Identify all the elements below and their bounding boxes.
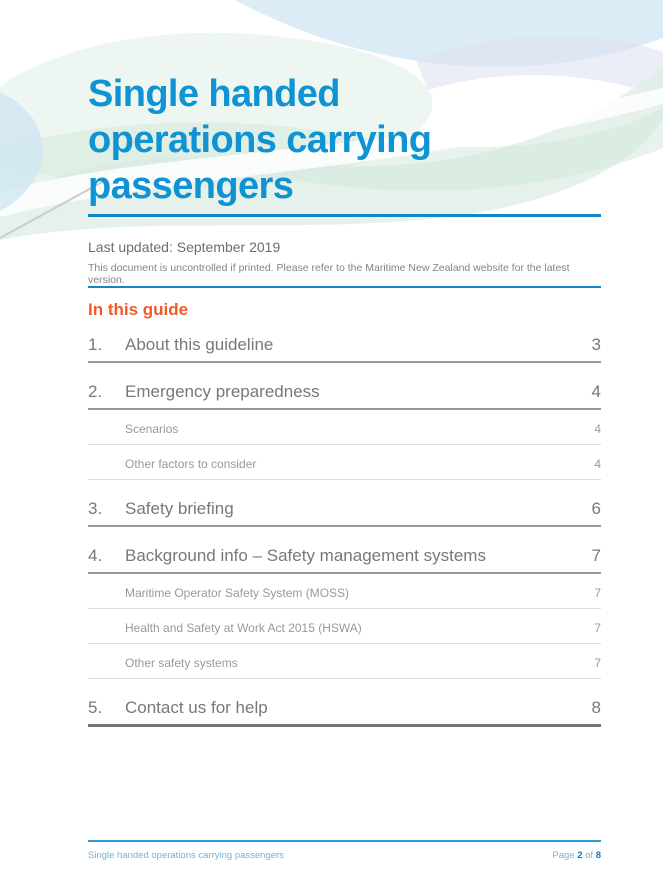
toc-subitem-label: Maritime Operator Safety System (MOSS) bbox=[125, 586, 350, 600]
toc-item-number: 5. bbox=[88, 698, 103, 717]
toc-item-number: 3. bbox=[88, 499, 103, 518]
toc-item-label: About this guideline bbox=[125, 335, 274, 354]
section-divider-rule bbox=[88, 286, 601, 288]
toc-item[interactable] bbox=[88, 495, 601, 527]
toc-subitem[interactable] bbox=[88, 614, 601, 644]
toc-subitem-label: Other factors to consider bbox=[125, 457, 257, 471]
toc-item-label: Emergency preparedness bbox=[125, 382, 320, 401]
toc-subitem-page-number: 7 bbox=[594, 656, 601, 670]
title-divider-rule bbox=[88, 214, 601, 217]
toc-item-page-number: 8 bbox=[591, 698, 601, 717]
toc-heading: In this guide bbox=[88, 300, 189, 319]
table-of-contents bbox=[88, 331, 601, 727]
toc-item-number: 1. bbox=[88, 335, 103, 354]
toc-subitem[interactable] bbox=[88, 579, 601, 609]
toc-item-page-number: 4 bbox=[591, 382, 601, 401]
last-updated-text: Last updated: September 2019 bbox=[88, 239, 281, 255]
toc-item[interactable] bbox=[88, 542, 601, 574]
page-title bbox=[88, 71, 601, 209]
footer-page-label: Page bbox=[552, 850, 575, 861]
toc-subitem-page-number: 4 bbox=[594, 457, 601, 471]
toc-subitem[interactable] bbox=[88, 415, 601, 445]
page-title-line-2: operations carrying bbox=[88, 119, 432, 161]
footer-page-total: 8 bbox=[595, 850, 601, 861]
toc-subitem[interactable] bbox=[88, 450, 601, 480]
toc-item[interactable] bbox=[88, 694, 601, 727]
toc-item-number: 4. bbox=[88, 546, 103, 565]
page-title-line-3: passengers bbox=[88, 165, 294, 207]
page-title-line-1: Single handed bbox=[88, 73, 340, 115]
disclaimer-text: This document is uncontrolled if printed. Please refer to the Maritime New Zealand website for the latest version. bbox=[88, 262, 570, 286]
footer-divider-rule bbox=[88, 840, 601, 842]
toc-item-page-number: 7 bbox=[591, 546, 601, 565]
toc-subitem-label: Other safety systems bbox=[125, 656, 238, 670]
toc-item[interactable] bbox=[88, 331, 601, 363]
footer-document-title: Single handed operations carrying passengers bbox=[88, 850, 284, 861]
toc-item-page-number: 3 bbox=[591, 335, 601, 354]
toc-subitem-page-number: 7 bbox=[594, 586, 601, 600]
toc-item-label: Contact us for help bbox=[125, 698, 268, 717]
footer-page-indicator bbox=[552, 850, 601, 861]
toc-subitem-page-number: 4 bbox=[594, 422, 601, 436]
toc-item-label: Background info – Safety management systems bbox=[125, 546, 486, 565]
footer-page-current: 2 bbox=[577, 850, 583, 861]
toc-subitem-label: Scenarios bbox=[125, 422, 179, 436]
footer-of-label: of bbox=[585, 850, 594, 861]
toc-item-label: Safety briefing bbox=[125, 499, 234, 518]
toc-item-number: 2. bbox=[88, 382, 103, 401]
toc-subitem-label: Health and Safety at Work Act 2015 (HSWA) bbox=[125, 621, 362, 635]
toc-item[interactable] bbox=[88, 378, 601, 410]
toc-subitem[interactable] bbox=[88, 649, 601, 679]
toc-subitem-page-number: 7 bbox=[594, 621, 601, 635]
toc-item-page-number: 6 bbox=[591, 499, 601, 518]
page-footer bbox=[88, 840, 601, 861]
